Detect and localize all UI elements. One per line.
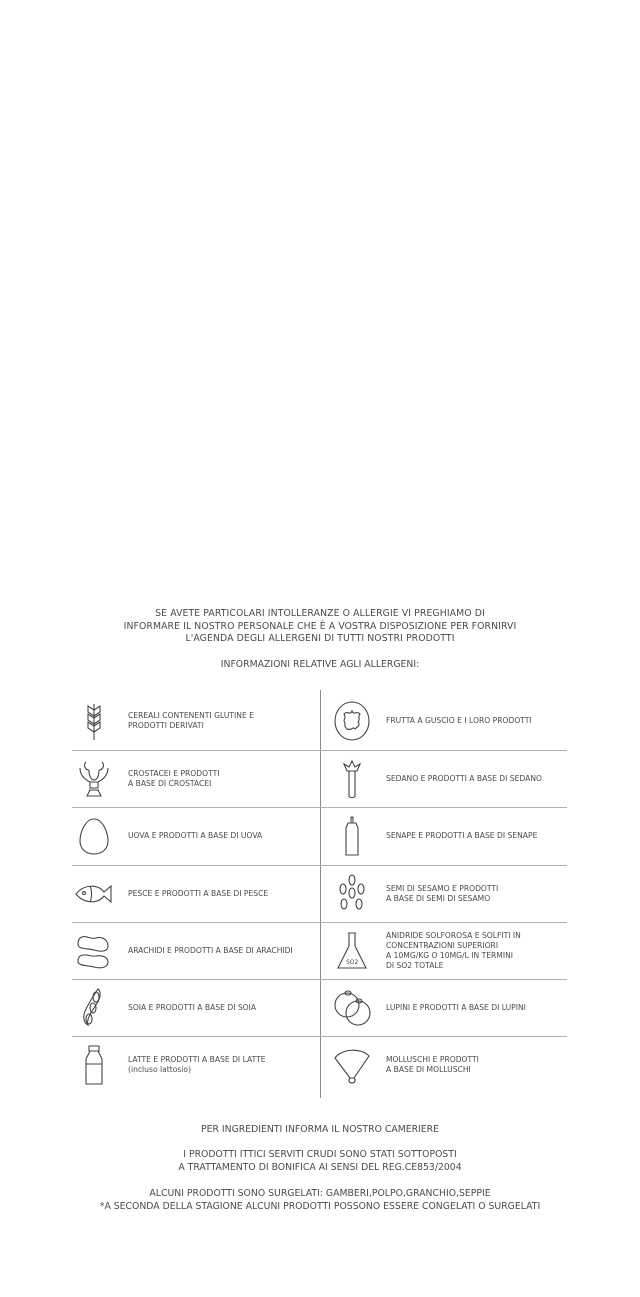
table-row (72, 979, 567, 1036)
notice-line: INFORMARE IL NOSTRO PERSONALE CHE È A VOSTRA DISPOSIZIONE PER FORNIRVI (123, 620, 517, 632)
lupin-icon (330, 985, 374, 1031)
allergen-label: CEREALI CONTENENTI GLUTINE E PRODOTTI DERIVATI (128, 710, 254, 730)
soy-pod-icon (72, 985, 116, 1031)
allergen-table (72, 690, 567, 1098)
allergen-label: LUPINI E PRODOTTI A BASE DI LUPINI (386, 1002, 526, 1012)
allergen-label: CROSTACEI E PRODOTTI A BASE DI CROSTACEI (128, 768, 220, 788)
allergen-label: ARACHIDI E PRODOTTI A BASE DI ARACHIDI (128, 945, 293, 955)
raw-fish-note (0, 1149, 640, 1174)
fish-icon (72, 871, 116, 917)
note-line: I PRODOTTI ITTICI SERVITI CRUDI SONO STATI SOTTOPOSTI (183, 1149, 457, 1160)
table-row (72, 1036, 567, 1093)
milk-bottle-icon (72, 1042, 116, 1088)
allergen-label: SEMI DI SESAMO E PRODOTTI A BASE DI SEMI DI SESAMO (386, 883, 499, 903)
allergen-label: FRUTTA A GUSCIO E I LORO PRODOTTI (386, 715, 532, 725)
allergen-info-heading: INFORMAZIONI RELATIVE AGLI ALLERGENI: (220, 659, 420, 670)
notice-line: L'AGENDA DEGLI ALLERGENI DI TUTTI NOSTRI PRODOTTI (185, 633, 455, 644)
lobster-icon (72, 756, 116, 802)
allergen-label: LATTE E PRODOTTI A BASE DI LATTE (incluso lattosio) (128, 1054, 266, 1074)
walnut-icon (330, 698, 374, 744)
allergen-label: PESCE E PRODOTTI A BASE DI PESCE (128, 888, 269, 898)
allergen-label: UOVA E PRODOTTI A BASE DI UOVA (128, 830, 263, 840)
table-row (72, 807, 567, 864)
celery-icon (330, 756, 374, 802)
sesame-seeds-icon (330, 871, 374, 917)
table-row (72, 750, 567, 807)
allergen-label: SEDANO E PRODOTTI A BASE DI SEDANO (386, 773, 542, 783)
peanut-icon (72, 928, 116, 974)
allergen-label: ANIDRIDE SOLFOROSA E SOLFITI IN CONCENTRAZIONI SUPERIORI A 10MG/KG O 10MG/L IN TERMINI DI SO2 TOTALE (386, 930, 521, 970)
allergy-notice (0, 608, 640, 646)
ingredients-note: PER INGREDIENTI INFORMA IL NOSTRO CAMERIERE (200, 1124, 439, 1135)
table-row (72, 865, 567, 922)
wheat-icon (72, 698, 116, 744)
table-row (72, 692, 567, 749)
allergen-label: SOIA E PRODOTTI A BASE DI SOIA (128, 1002, 257, 1012)
mustard-bottle-icon (330, 813, 374, 859)
egg-icon (72, 813, 116, 859)
flask-so2-icon (330, 928, 374, 974)
frozen-products-note (0, 1188, 640, 1213)
allergen-label: MOLLUSCHI E PRODOTTI A BASE DI MOLLUSCHI (386, 1054, 479, 1074)
note-line: ALCUNI PRODOTTI SONO SURGELATI: GAMBERI,POLPO,GRANCHIO,SEPPIE (149, 1188, 491, 1199)
note-line: *A SECONDA DELLA STAGIONE ALCUNI PRODOTTI POSSONO ESSERE CONGELATI O SURGELATI (99, 1200, 541, 1212)
svg-text:SO2: SO2 (346, 958, 359, 966)
table-row (72, 922, 567, 979)
note-line: A TRATTAMENTO DI BONIFICA AI SENSI DEL REG.CE853/2004 (178, 1161, 462, 1173)
notice-line: SE AVETE PARTICOLARI INTOLLERANZE O ALLERGIE VI PREGHIAMO DI (155, 608, 485, 619)
allergen-label: SENAPE E PRODOTTI A BASE DI SENAPE (386, 830, 538, 840)
shell-icon (330, 1042, 374, 1088)
